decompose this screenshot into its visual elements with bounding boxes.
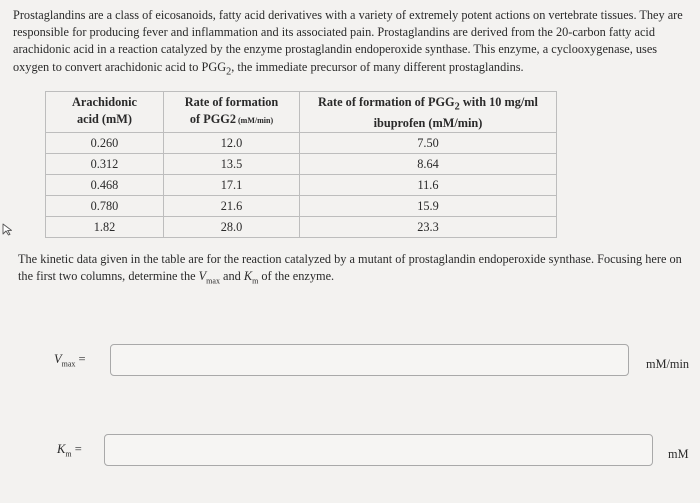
prompt-vmax-symbol: V	[198, 269, 207, 284]
question-prompt	[18, 251, 693, 290]
cell-acid: 0.468	[46, 175, 164, 196]
cell-rate: 12.0	[164, 133, 300, 154]
cell-rate: 21.6	[164, 196, 300, 217]
cell-acid: 1.82	[46, 217, 164, 238]
mouse-cursor-icon	[1, 222, 15, 236]
cell-acid: 0.312	[46, 154, 164, 175]
vmax-label-symbol: V	[54, 352, 62, 366]
km-label	[57, 442, 82, 459]
cell-acid: 0.260	[46, 133, 164, 154]
vmax-label	[54, 352, 86, 369]
header-col3-line1b: with 10 mg/ml	[459, 95, 538, 109]
header-col3-line2: ibuprofen (mM/min)	[373, 116, 483, 131]
vmax-input[interactable]	[110, 344, 629, 376]
table-header-row	[46, 92, 557, 133]
cell-rate-ibuprofen: 23.3	[300, 217, 557, 238]
table-row	[46, 154, 557, 175]
km-label-sub: m	[65, 449, 72, 459]
km-input[interactable]	[104, 434, 653, 466]
kinetics-table	[45, 91, 557, 238]
header-rate-pgg2-ibuprofen	[300, 92, 557, 133]
km-unit: mM	[668, 447, 689, 461]
cell-rate: 13.5	[164, 154, 300, 175]
table-row	[46, 217, 557, 238]
vmax-label-equals: =	[75, 352, 86, 366]
intro-text-part2: , the immediate precursor of many different prostaglandins.	[231, 59, 524, 74]
header-col3-sub: 2	[454, 101, 460, 113]
prompt-text-part1: The kinetic data given in the table are for the reaction catalyzed by a mutant of prostaglandin endoperoxide synthase. Focusing here on the first two columns, determine the	[18, 252, 682, 284]
header-col2-line1: Rate of formation	[184, 95, 279, 109]
header-col3-line1a: Rate of formation of PGG	[318, 95, 455, 109]
cell-rate: 17.1	[164, 175, 300, 196]
intro-subscript: 2	[226, 66, 232, 78]
km-label-symbol: K	[57, 442, 66, 456]
header-arachidonic-acid	[46, 92, 164, 133]
header-col1-line2: acid (mM)	[77, 112, 132, 126]
header-col2-line2: of PGG	[189, 112, 230, 126]
km-label-equals: =	[71, 442, 82, 456]
cell-rate-ibuprofen: 7.50	[300, 133, 557, 154]
table-row	[46, 133, 557, 154]
vmax-unit: mM/min	[646, 357, 690, 371]
cell-rate-ibuprofen: 15.9	[300, 196, 557, 217]
prompt-vmax-sub: max	[206, 276, 220, 286]
cell-rate-ibuprofen: 8.64	[300, 154, 557, 175]
header-col1-line1: Arachidonic	[72, 95, 137, 109]
header-col2-unit: (mM/min)	[236, 116, 274, 125]
intro-paragraph	[13, 7, 693, 80]
cell-acid: 0.780	[46, 196, 164, 217]
table-row	[46, 175, 557, 196]
prompt-text-part2: and	[219, 269, 244, 284]
cell-rate: 28.0	[164, 217, 300, 238]
prompt-km-symbol: K	[243, 269, 253, 284]
header-rate-pgg2	[164, 92, 300, 133]
header-col2-sub: 2	[229, 112, 236, 126]
vmax-label-sub: max	[61, 359, 76, 369]
prompt-km-sub: m	[252, 276, 259, 286]
table-row	[46, 196, 557, 217]
prompt-text-part3: of the enzyme.	[258, 269, 335, 284]
cell-rate-ibuprofen: 11.6	[300, 175, 557, 196]
intro-text-part1: Prostaglandins are a class of eicosanoids, fatty acid derivatives with a variety of extremely potent actions on vertebrate tissues. They are responsible for producing fever and inflammation and its associated pain. Prostaglandins are derived from the 20-carbon fatty acid arachidonic acid in a reaction catalyzed by the enzyme prostaglandin endoperoxide synthase. This enzyme, a cyclooxygenase, uses oxygen to convert arachidonic acid to PGG	[13, 8, 683, 74]
